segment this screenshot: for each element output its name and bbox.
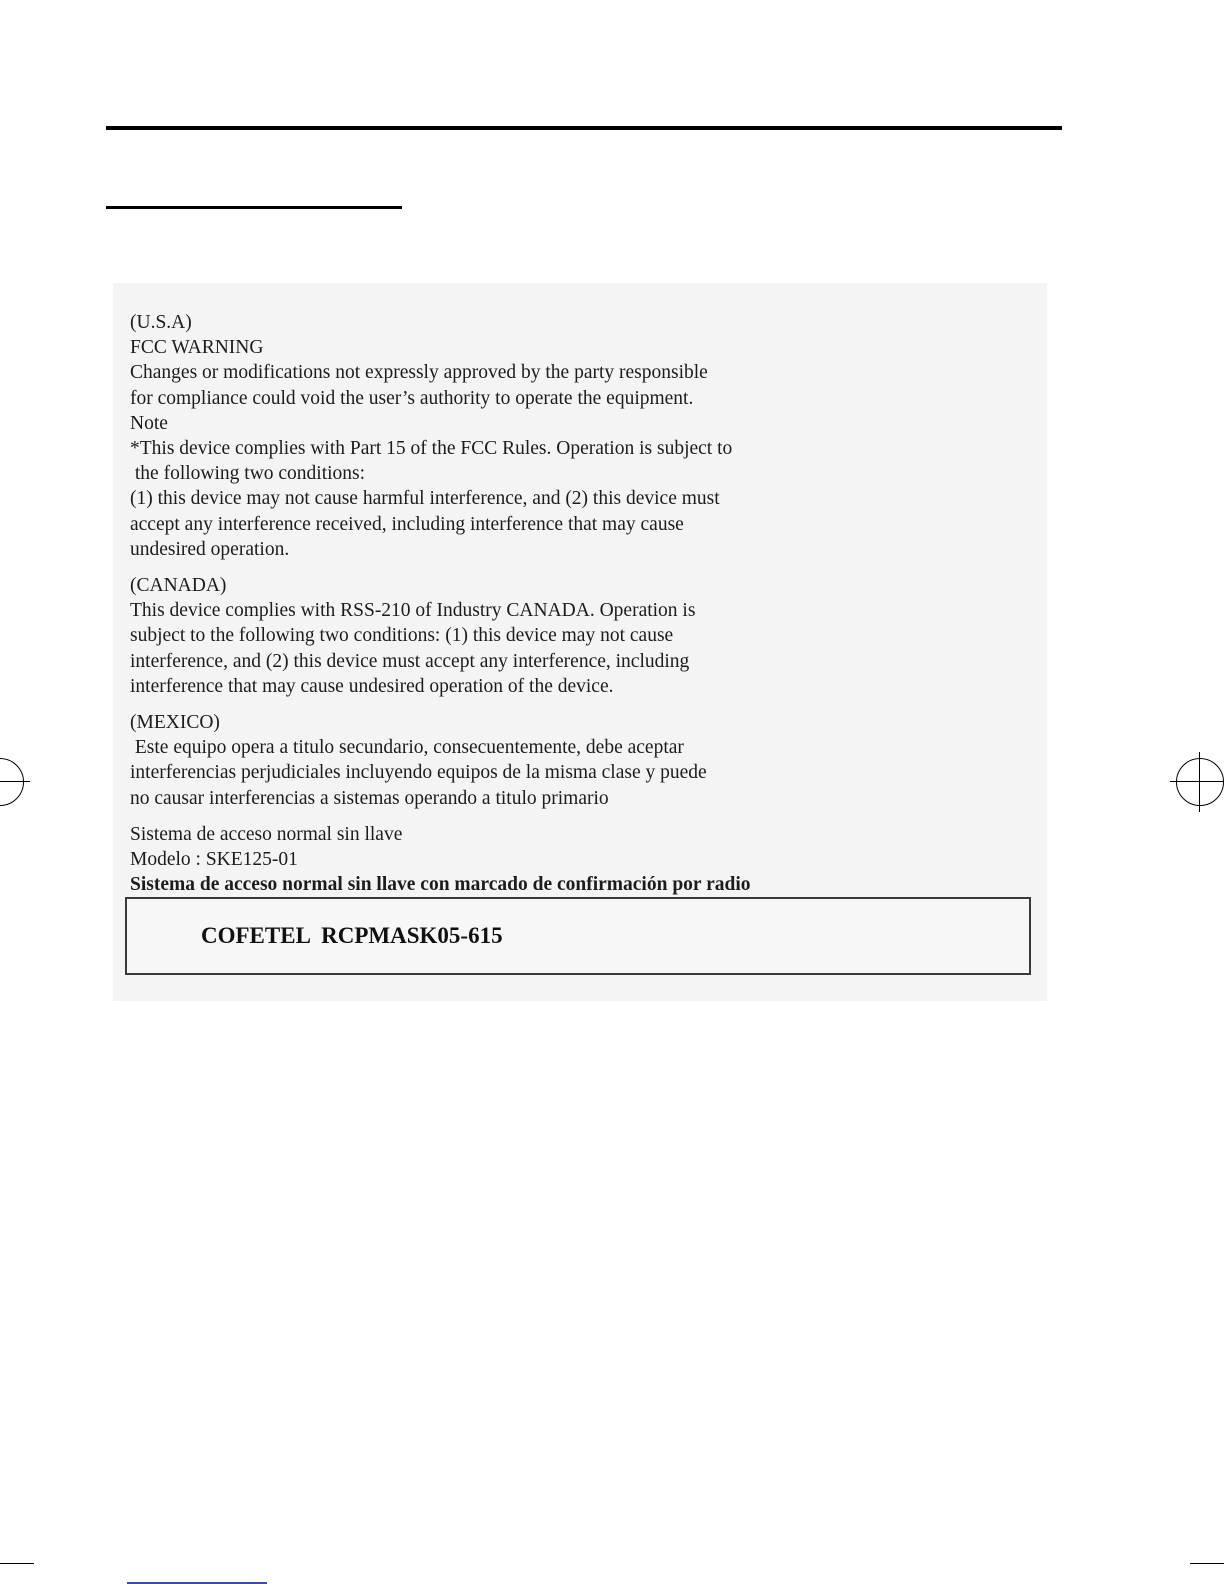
- paragraph-gap: [130, 699, 1030, 710]
- certificate-number: COFETEL RCPMASK05-615: [201, 923, 503, 948]
- mexico-heading: (MEXICO): [130, 712, 220, 734]
- usa-line: for compliance could void the user’s authority to operate the equipment.: [130, 387, 694, 409]
- paragraph-gap: [130, 562, 1030, 573]
- canada-line: This device complies with RSS-210 of Industry CANADA. Operation is: [130, 600, 696, 622]
- top-rule: [106, 126, 1062, 130]
- mexico-line: Este equipo opera a titulo secundario, consecuentemente, debe aceptar: [130, 737, 684, 759]
- regulatory-notice-text: [130, 310, 1030, 897]
- note-line: the following two conditions:: [130, 463, 366, 485]
- note-line: accept any interference received, including interference that may cause: [130, 513, 684, 535]
- section-heading-underline: [106, 206, 402, 209]
- registration-mark-right-icon: [1176, 758, 1224, 806]
- usa-heading: (U.S.A): [130, 312, 192, 333]
- crop-mark-left: [0, 1563, 34, 1564]
- canada-line: subject to the following two conditions: (1) this device may not cause: [130, 625, 674, 647]
- system-model: Modelo : SKE125-01: [130, 849, 298, 871]
- canada-line: interference that may cause undesired operation of the device.: [130, 675, 614, 697]
- canada-line: interference, and (2) this device must accept any interference, including: [130, 650, 690, 672]
- paragraph-gap: [130, 811, 1030, 822]
- usa-line: Changes or modifications not expressly approved by the party responsible: [130, 362, 708, 384]
- certificate-box: [125, 897, 1031, 975]
- note-label: Note: [130, 412, 168, 434]
- note-line: undesired operation.: [130, 538, 290, 560]
- fcc-warning-title: FCC WARNING: [130, 337, 264, 359]
- note-line: (1) this device may not cause harmful interference, and (2) this device must: [130, 488, 720, 510]
- system-name: Sistema de acceso normal sin llave: [130, 823, 403, 845]
- mexico-line: no causar interferencias a sistemas operando a titulo primario: [130, 787, 609, 809]
- system-bold-line: Sistema de acceso normal sin llave con marcado de confirmación por radio: [130, 874, 751, 896]
- mexico-line: interferencias perjudiciales incluyendo equipos de la misma clase y puede: [130, 762, 707, 784]
- note-line: *This device complies with Part 15 of the FCC Rules. Operation is subject to: [130, 438, 733, 460]
- registration-mark-left-icon: [0, 758, 24, 806]
- canada-heading: (CANADA): [130, 575, 227, 597]
- crop-mark-right: [1190, 1563, 1224, 1564]
